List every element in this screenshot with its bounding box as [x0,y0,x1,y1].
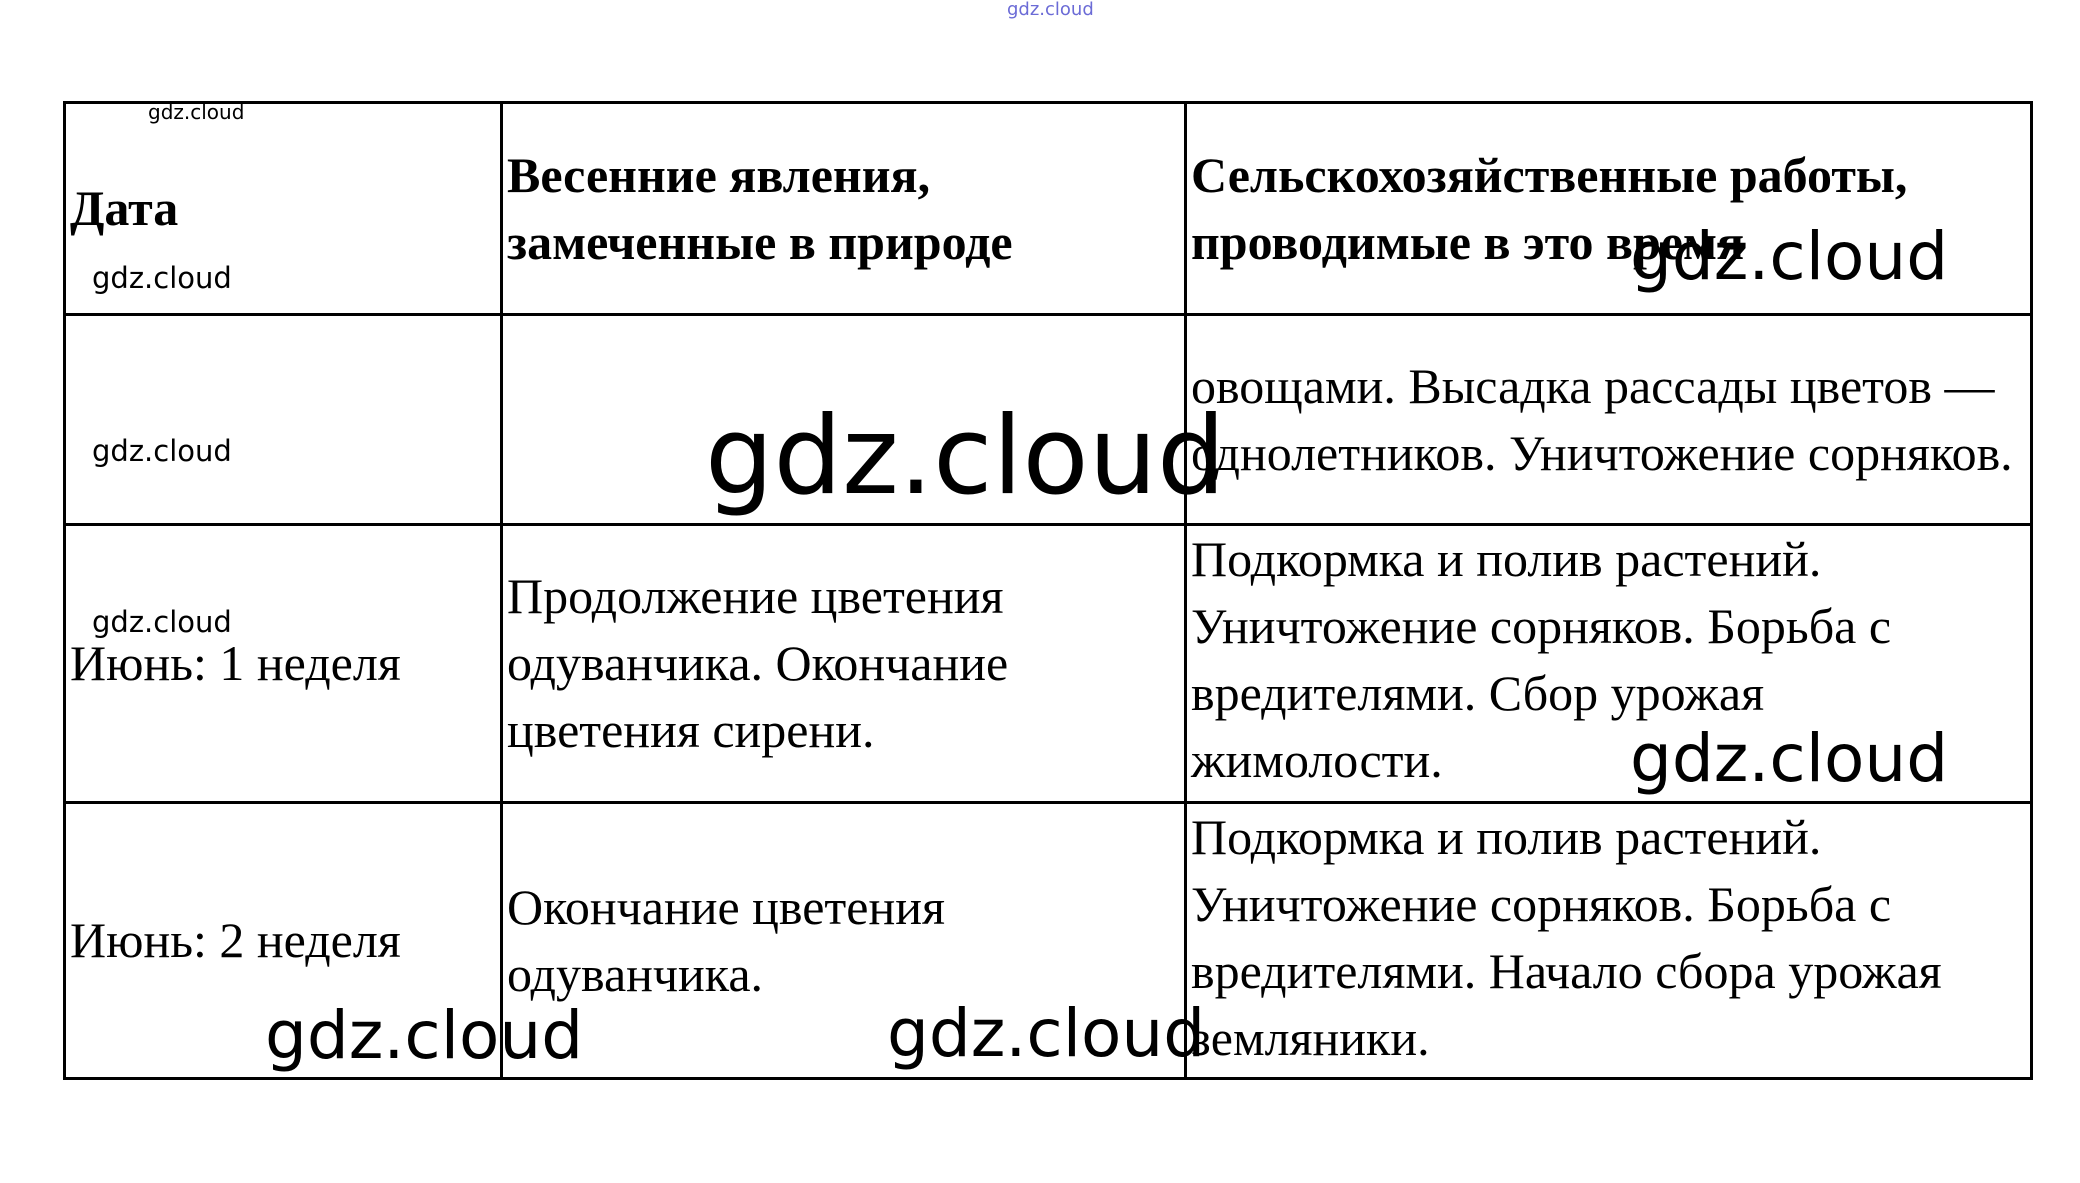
cell-date: Июнь: 2 неделя [65,803,502,1079]
watermark: gdz.cloud [1007,0,1094,20]
table-row [65,315,2032,525]
cell-nature: Продолжение цветения одуванчика. Окончание цветения сирени. [502,525,1186,803]
table-header-row [65,103,2032,315]
watermark: gdz.cloud [265,997,584,1074]
phenology-table [63,101,2033,1080]
header-nature-events: Весенние явления, замеченные в природе [502,103,1186,315]
table-row [65,525,2032,803]
cell-work: Подкормка и полив растений. Уничтожение сорняков. Борьба с вредителями. Начало сбора урожая земляники. [1186,803,2032,1079]
cell-date: Июнь: 1 неделя [65,525,502,803]
watermark: gdz.cloud [887,995,1206,1072]
header-farm-work: Сельскохозяйственные работы, проводимые в это время [1186,103,2032,315]
watermark: gdz.cloud [148,100,245,124]
watermark: gdz.cloud [705,394,1226,519]
watermark: gdz.cloud [92,261,232,295]
cell-nature: Окончание цветения одуванчика. [502,803,1186,1079]
watermark: gdz.cloud [1630,218,1949,295]
cell-work: овощами. Высадка рассады цветов — однолетников. Уничтожение сорняков. [1186,315,2032,525]
watermark: gdz.cloud [1630,720,1949,797]
cell-nature [502,315,1186,525]
watermark: gdz.cloud [92,434,232,468]
table-row [65,803,2032,1079]
cell-date [65,315,502,525]
header-date: Дата [65,103,502,315]
watermark: gdz.cloud [92,605,232,639]
cell-work: Подкормка и полив растений. Уничтожение сорняков. Борьба с вредителями. Сбор урожая жимолости. [1186,525,2032,803]
